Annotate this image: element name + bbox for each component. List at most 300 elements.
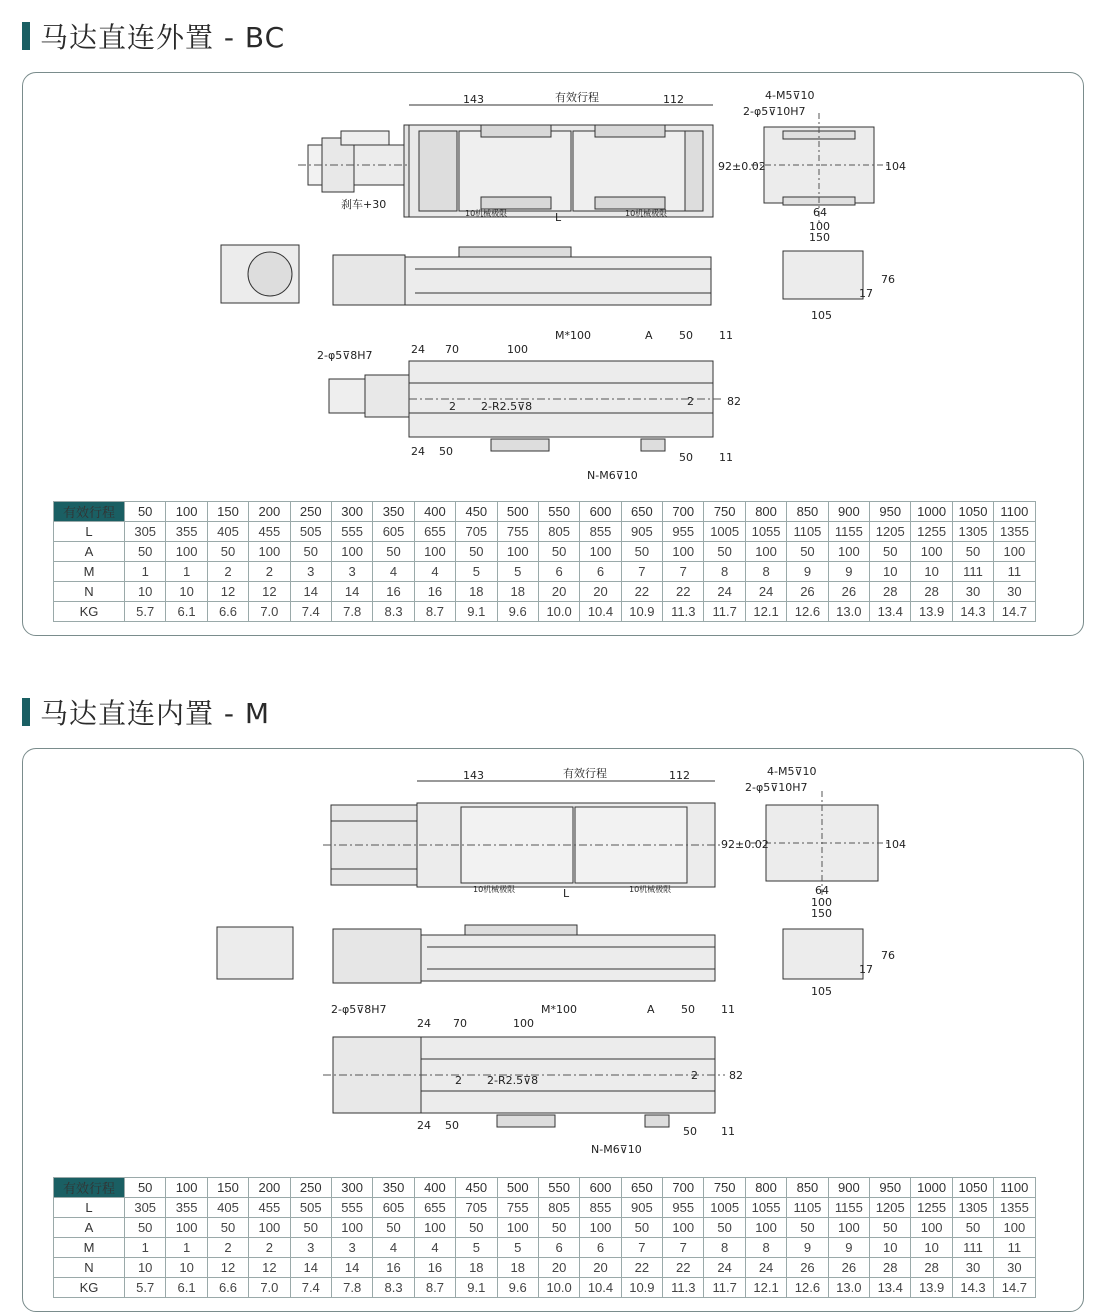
table-cell: 2 bbox=[249, 1238, 290, 1258]
table-cell: 650 bbox=[621, 502, 662, 522]
dim-11b: 11 bbox=[719, 451, 733, 464]
table-cell: 22 bbox=[663, 582, 704, 602]
table-cell: 1100 bbox=[994, 1178, 1035, 1198]
table-cell: 100 bbox=[663, 1218, 704, 1238]
table-cell: 600 bbox=[580, 502, 621, 522]
dim-105: 105 bbox=[811, 985, 832, 998]
table-cell: 4 bbox=[414, 562, 455, 582]
table-cell: 300 bbox=[331, 502, 372, 522]
table-row-label: N bbox=[54, 1258, 125, 1278]
dim-m6: N-M6⊽10 bbox=[591, 1143, 642, 1156]
table-cell: 1105 bbox=[787, 1198, 828, 1218]
table-cell: 1205 bbox=[870, 1198, 911, 1218]
table-cell: 13.4 bbox=[870, 602, 911, 622]
table-cell: 13.9 bbox=[911, 602, 952, 622]
table-cell: 100 bbox=[249, 1218, 290, 1238]
table-cell: 7.8 bbox=[331, 602, 372, 622]
dim-70: 70 bbox=[445, 343, 459, 356]
table-cell: 800 bbox=[745, 1178, 786, 1198]
table-cell: 200 bbox=[249, 502, 290, 522]
table-cell: 8.7 bbox=[414, 602, 455, 622]
table-cell: 800 bbox=[745, 502, 786, 522]
table-cell: 12.1 bbox=[745, 602, 786, 622]
table-cell: 16 bbox=[414, 1258, 455, 1278]
table-cell: 550 bbox=[538, 1178, 579, 1198]
table-cell: 500 bbox=[497, 502, 538, 522]
table-cell: 1355 bbox=[994, 522, 1035, 542]
table-cell: 10 bbox=[911, 562, 952, 582]
dim-stroke: 有效行程 bbox=[555, 91, 599, 104]
table-cell: 955 bbox=[663, 522, 704, 542]
dim-m5: 4-M5⊽10 bbox=[765, 89, 815, 102]
table-cell: 13.0 bbox=[828, 1278, 869, 1298]
table-cell: 6 bbox=[580, 562, 621, 582]
table-cell: 30 bbox=[994, 582, 1035, 602]
table-cell: 50 bbox=[290, 542, 331, 562]
table-cell: 12 bbox=[207, 1258, 248, 1278]
table-cell: 18 bbox=[497, 582, 538, 602]
dim-stroke: 有效行程 bbox=[563, 767, 607, 780]
table-cell: 505 bbox=[290, 1198, 331, 1218]
table-cell: 5 bbox=[456, 562, 497, 582]
table-cell: 3 bbox=[331, 562, 372, 582]
table-cell: 7.4 bbox=[290, 602, 331, 622]
table-cell: 2 bbox=[207, 562, 248, 582]
table-cell: 16 bbox=[373, 582, 414, 602]
table-cell: 405 bbox=[207, 1198, 248, 1218]
table-cell: 1000 bbox=[911, 502, 952, 522]
table-cell: 450 bbox=[456, 1178, 497, 1198]
dim-m6: N-M6⊽10 bbox=[587, 469, 638, 482]
table-cell: 7 bbox=[621, 562, 662, 582]
spec-table bbox=[53, 501, 1036, 622]
table-cell: 250 bbox=[290, 502, 331, 522]
dim-L: L bbox=[555, 211, 562, 224]
table-cell: 1050 bbox=[952, 1178, 993, 1198]
table-row-label: A bbox=[54, 1218, 125, 1238]
dim-82: 82 bbox=[727, 395, 741, 408]
drawing-panel bbox=[22, 72, 1084, 636]
table-cell: 20 bbox=[580, 582, 621, 602]
table-cell: 1305 bbox=[952, 522, 993, 542]
table-cell: 1100 bbox=[994, 502, 1035, 522]
table-cell: 12 bbox=[249, 582, 290, 602]
table-cell: 250 bbox=[290, 1178, 331, 1198]
section-title: 马达直连外置 - BC bbox=[40, 21, 286, 54]
table-cell: 950 bbox=[870, 502, 911, 522]
table-cell: 14 bbox=[290, 1258, 331, 1278]
dim-2a: 2 bbox=[449, 400, 456, 413]
dim-104: 104 bbox=[885, 838, 906, 851]
table-cell: 655 bbox=[414, 522, 455, 542]
table-cell: 2 bbox=[249, 562, 290, 582]
table-cell: 1005 bbox=[704, 522, 745, 542]
dim-L: L bbox=[563, 887, 570, 900]
table-cell: 8 bbox=[745, 1238, 786, 1258]
table-cell: 405 bbox=[207, 522, 248, 542]
dim-m5: 4-M5⊽10 bbox=[767, 765, 817, 778]
table-cell: 9.1 bbox=[456, 1278, 497, 1298]
table-cell: 7.0 bbox=[249, 1278, 290, 1298]
table-cell: 1050 bbox=[952, 502, 993, 522]
table-cell: 16 bbox=[373, 1258, 414, 1278]
table-cell: 855 bbox=[580, 1198, 621, 1218]
table-cell: 100 bbox=[745, 1218, 786, 1238]
table-cell: 50 bbox=[787, 542, 828, 562]
table-cell: 1255 bbox=[911, 1198, 952, 1218]
table-cell: 10 bbox=[125, 1258, 166, 1278]
table-cell: 605 bbox=[373, 522, 414, 542]
table-cell: 5.7 bbox=[125, 602, 166, 622]
dim-2b: 2 bbox=[687, 395, 694, 408]
table-row-label: A bbox=[54, 542, 125, 562]
table-row bbox=[54, 1258, 1036, 1278]
table-cell: 400 bbox=[414, 502, 455, 522]
table-cell: 150 bbox=[207, 502, 248, 522]
table-cell: 26 bbox=[787, 582, 828, 602]
dim-2a: 2 bbox=[455, 1074, 462, 1087]
table-cell: 10 bbox=[870, 1238, 911, 1258]
table-cell: 14.3 bbox=[952, 602, 993, 622]
dim-50c: 50 bbox=[679, 451, 693, 464]
table-cell: 24 bbox=[745, 582, 786, 602]
table-row bbox=[54, 602, 1036, 622]
table-cell: 22 bbox=[663, 1258, 704, 1278]
table-cell: 50 bbox=[952, 1218, 993, 1238]
end-side-view bbox=[783, 251, 863, 299]
table-cell: 13.9 bbox=[911, 1278, 952, 1298]
dim-11b: 11 bbox=[721, 1125, 735, 1138]
table-cell: 10 bbox=[166, 582, 207, 602]
table-cell: 100 bbox=[414, 542, 455, 562]
table-cell: 50 bbox=[621, 542, 662, 562]
spec-table bbox=[53, 1177, 1036, 1298]
dim-50b: 50 bbox=[445, 1119, 459, 1132]
table-cell: 8.3 bbox=[373, 602, 414, 622]
table-cell: 100 bbox=[166, 1178, 207, 1198]
table-cell: 20 bbox=[538, 1258, 579, 1278]
table-cell: 450 bbox=[456, 502, 497, 522]
dim-11: 11 bbox=[721, 1003, 735, 1016]
table-cell: 7 bbox=[621, 1238, 662, 1258]
table-cell: 50 bbox=[373, 542, 414, 562]
table-cell: 1155 bbox=[828, 522, 869, 542]
table-cell: 24 bbox=[704, 1258, 745, 1278]
table-cell: 1055 bbox=[745, 522, 786, 542]
table-cell: 30 bbox=[952, 1258, 993, 1278]
table-cell: 10 bbox=[870, 562, 911, 582]
table-cell: 500 bbox=[497, 1178, 538, 1198]
table-row-label: L bbox=[54, 1198, 125, 1218]
table-cell: 11.7 bbox=[704, 602, 745, 622]
table-cell: 50 bbox=[621, 1218, 662, 1238]
table-cell: 605 bbox=[373, 1198, 414, 1218]
table-cell: 455 bbox=[249, 522, 290, 542]
table-cell: 100 bbox=[580, 1218, 621, 1238]
table-cell: 600 bbox=[580, 1178, 621, 1198]
dim-100: 100 bbox=[809, 220, 830, 233]
table-cell: 100 bbox=[745, 542, 786, 562]
dim-92: 92±0.02 bbox=[718, 160, 766, 173]
dim-150: 150 bbox=[809, 231, 830, 244]
table-cell: 3 bbox=[290, 1238, 331, 1258]
table-cell: 100 bbox=[166, 542, 207, 562]
table-cell: 505 bbox=[290, 522, 331, 542]
table-cell: 100 bbox=[414, 1218, 455, 1238]
table-cell: 28 bbox=[870, 1258, 911, 1278]
dim-r25: 2-R2.5⊽8 bbox=[487, 1074, 539, 1087]
table-row-label: KG bbox=[54, 602, 125, 622]
table-row-label: L bbox=[54, 522, 125, 542]
table-cell: 1105 bbox=[787, 522, 828, 542]
table-cell: 7 bbox=[663, 562, 704, 582]
table-cell: 7.4 bbox=[290, 1278, 331, 1298]
table-cell: 50 bbox=[125, 542, 166, 562]
table-cell: 8 bbox=[745, 562, 786, 582]
table-cell: 14 bbox=[331, 582, 372, 602]
dim-50b: 50 bbox=[439, 445, 453, 458]
table-cell: 30 bbox=[952, 582, 993, 602]
table-cell: 50 bbox=[207, 542, 248, 562]
table-cell: 13.0 bbox=[828, 602, 869, 622]
table-cell: 100 bbox=[994, 542, 1035, 562]
title-bar bbox=[22, 22, 30, 50]
table-cell: 11.7 bbox=[704, 1278, 745, 1298]
table-cell: 100 bbox=[828, 1218, 869, 1238]
table-cell: 50 bbox=[373, 1218, 414, 1238]
dim-limit-2: 10机械极限 bbox=[629, 885, 672, 894]
table-cell: 10.4 bbox=[580, 602, 621, 622]
dim-64: 64 bbox=[813, 206, 827, 219]
table-cell: 6.1 bbox=[166, 1278, 207, 1298]
dim-150: 150 bbox=[811, 907, 832, 920]
table-cell: 100 bbox=[663, 542, 704, 562]
table-cell: 8 bbox=[704, 1238, 745, 1258]
dim-17: 17 bbox=[859, 287, 873, 300]
table-cell: 100 bbox=[331, 1218, 372, 1238]
dim-24b: 24 bbox=[411, 445, 425, 458]
dim-105: 105 bbox=[811, 309, 832, 322]
technical-drawing bbox=[23, 73, 1083, 503]
dim-112: 112 bbox=[663, 93, 684, 106]
table-cell: 24 bbox=[704, 582, 745, 602]
table-cell: 14.3 bbox=[952, 1278, 993, 1298]
table-cell: 300 bbox=[331, 1178, 372, 1198]
table-header-cell: 有效行程 bbox=[54, 1178, 125, 1198]
table-cell: 11 bbox=[994, 1238, 1035, 1258]
table-cell: 11 bbox=[994, 562, 1035, 582]
table-cell: 18 bbox=[456, 1258, 497, 1278]
dim-A: A bbox=[647, 1003, 655, 1016]
table-cell: 100 bbox=[911, 1218, 952, 1238]
table-cell: 900 bbox=[828, 1178, 869, 1198]
table-row bbox=[54, 542, 1036, 562]
technical-drawing bbox=[23, 749, 1083, 1179]
table-cell: 5 bbox=[456, 1238, 497, 1258]
table-cell: 100 bbox=[166, 1218, 207, 1238]
side-view-body bbox=[405, 257, 711, 305]
table-cell: 550 bbox=[538, 502, 579, 522]
dim-24b: 24 bbox=[417, 1119, 431, 1132]
table-cell: 400 bbox=[414, 1178, 455, 1198]
table-cell: 7 bbox=[663, 1238, 704, 1258]
table-cell: 9.6 bbox=[497, 1278, 538, 1298]
table-cell: 650 bbox=[621, 1178, 662, 1198]
table-cell: 700 bbox=[663, 1178, 704, 1198]
table-row bbox=[54, 522, 1036, 542]
table-cell: 200 bbox=[249, 1178, 290, 1198]
dim-24: 24 bbox=[417, 1017, 431, 1030]
table-cell: 50 bbox=[704, 1218, 745, 1238]
table-cell: 50 bbox=[125, 502, 166, 522]
table-cell: 50 bbox=[870, 542, 911, 562]
dim-17: 17 bbox=[859, 963, 873, 976]
table-cell: 355 bbox=[166, 1198, 207, 1218]
table-cell: 50 bbox=[538, 542, 579, 562]
table-cell: 655 bbox=[414, 1198, 455, 1218]
table-cell: 455 bbox=[249, 1198, 290, 1218]
table-cell: 18 bbox=[456, 582, 497, 602]
table-cell: 555 bbox=[331, 1198, 372, 1218]
table-cell: 1055 bbox=[745, 1198, 786, 1218]
dim-70: 70 bbox=[453, 1017, 467, 1030]
dim-brake: 刹车+30 bbox=[341, 198, 387, 211]
table-row-label: M bbox=[54, 562, 125, 582]
table-cell: 755 bbox=[497, 1198, 538, 1218]
table-cell: 850 bbox=[787, 1178, 828, 1198]
dim-50: 50 bbox=[679, 329, 693, 342]
table-cell: 10.0 bbox=[538, 602, 579, 622]
table-cell: 9 bbox=[828, 562, 869, 582]
table-cell: 3 bbox=[331, 1238, 372, 1258]
dim-104: 104 bbox=[885, 160, 906, 173]
table-row bbox=[54, 1198, 1036, 1218]
table-cell: 20 bbox=[538, 582, 579, 602]
table-cell: 1 bbox=[125, 562, 166, 582]
table-row bbox=[54, 582, 1036, 602]
table-row bbox=[54, 562, 1036, 582]
table-cell: 111 bbox=[952, 562, 993, 582]
dim-limit-1: 10机械极限 bbox=[473, 885, 516, 894]
table-cell: 5.7 bbox=[125, 1278, 166, 1298]
table-row-label: M bbox=[54, 1238, 125, 1258]
table-cell: 3 bbox=[290, 562, 331, 582]
table-cell: 4 bbox=[373, 562, 414, 582]
table-cell: 50 bbox=[704, 542, 745, 562]
table-cell: 22 bbox=[621, 582, 662, 602]
dim-11: 11 bbox=[719, 329, 733, 342]
table-cell: 12.6 bbox=[787, 602, 828, 622]
table-cell: 950 bbox=[870, 1178, 911, 1198]
dim-100b: 100 bbox=[513, 1017, 534, 1030]
table-cell: 855 bbox=[580, 522, 621, 542]
table-cell: 50 bbox=[952, 542, 993, 562]
table-cell: 26 bbox=[828, 1258, 869, 1278]
table-cell: 12.6 bbox=[787, 1278, 828, 1298]
dim-phi5: 2-φ5⊽10H7 bbox=[745, 781, 808, 794]
table-header-row bbox=[54, 502, 1036, 522]
table-cell: 13.4 bbox=[870, 1278, 911, 1298]
table-cell: 150 bbox=[207, 1178, 248, 1198]
table-cell: 805 bbox=[538, 1198, 579, 1218]
table-cell: 355 bbox=[166, 522, 207, 542]
table-cell: 100 bbox=[828, 542, 869, 562]
table-cell: 750 bbox=[704, 1178, 745, 1198]
table-cell: 8.3 bbox=[373, 1278, 414, 1298]
table-cell: 705 bbox=[456, 522, 497, 542]
dim-A: A bbox=[645, 329, 653, 342]
table-row bbox=[54, 1238, 1036, 1258]
dim-phi58: 2-φ5⊽8H7 bbox=[331, 1003, 387, 1016]
table-cell: 50 bbox=[870, 1218, 911, 1238]
table-cell: 350 bbox=[373, 502, 414, 522]
table-cell: 11.3 bbox=[663, 1278, 704, 1298]
table-cell: 750 bbox=[704, 502, 745, 522]
table-cell: 50 bbox=[456, 542, 497, 562]
dim-64: 64 bbox=[815, 884, 829, 897]
end-side-view bbox=[783, 929, 863, 979]
section-title: 马达直连内置 - M bbox=[40, 697, 271, 730]
table-row bbox=[54, 1278, 1036, 1298]
spec-table-body bbox=[54, 502, 1036, 622]
table-cell: 755 bbox=[497, 522, 538, 542]
table-cell: 4 bbox=[373, 1238, 414, 1258]
table-cell: 6 bbox=[538, 1238, 579, 1258]
table-cell: 2 bbox=[207, 1238, 248, 1258]
title-bar bbox=[22, 698, 30, 726]
dim-92: 92±0.02 bbox=[721, 838, 769, 851]
table-cell: 12 bbox=[249, 1258, 290, 1278]
table-cell: 30 bbox=[994, 1258, 1035, 1278]
table-cell: 1 bbox=[166, 1238, 207, 1258]
table-cell: 8.7 bbox=[414, 1278, 455, 1298]
table-cell: 26 bbox=[828, 582, 869, 602]
motor-end-view bbox=[217, 927, 293, 979]
table-cell: 6.1 bbox=[166, 602, 207, 622]
table-cell: 1155 bbox=[828, 1198, 869, 1218]
table-cell: 12.1 bbox=[745, 1278, 786, 1298]
table-cell: 955 bbox=[663, 1198, 704, 1218]
dim-100: 100 bbox=[811, 896, 832, 909]
table-cell: 9.1 bbox=[456, 602, 497, 622]
table-cell: 10.0 bbox=[538, 1278, 579, 1298]
section-bc bbox=[0, 0, 1100, 640]
table-cell: 1 bbox=[125, 1238, 166, 1258]
dim-phi5: 2-φ5⊽10H7 bbox=[743, 105, 806, 118]
table-cell: 1255 bbox=[911, 522, 952, 542]
dim-2b: 2 bbox=[691, 1069, 698, 1082]
table-cell: 6.6 bbox=[207, 1278, 248, 1298]
table-cell: 50 bbox=[290, 1218, 331, 1238]
motor-side bbox=[333, 255, 405, 305]
table-cell: 9 bbox=[828, 1238, 869, 1258]
table-cell: 700 bbox=[663, 502, 704, 522]
table-cell: 5 bbox=[497, 562, 538, 582]
dim-limit-1: 10机械极限 bbox=[465, 209, 508, 218]
dim-50: 50 bbox=[681, 1003, 695, 1016]
table-cell: 905 bbox=[621, 1198, 662, 1218]
table-cell: 100 bbox=[497, 1218, 538, 1238]
table-cell: 28 bbox=[870, 582, 911, 602]
table-cell: 850 bbox=[787, 502, 828, 522]
table-cell: 100 bbox=[249, 542, 290, 562]
dim-143: 143 bbox=[463, 769, 484, 782]
table-cell: 100 bbox=[994, 1218, 1035, 1238]
dim-m100: M*100 bbox=[555, 329, 591, 342]
table-cell: 50 bbox=[125, 1178, 166, 1198]
table-cell: 100 bbox=[497, 542, 538, 562]
table-cell: 10 bbox=[125, 582, 166, 602]
